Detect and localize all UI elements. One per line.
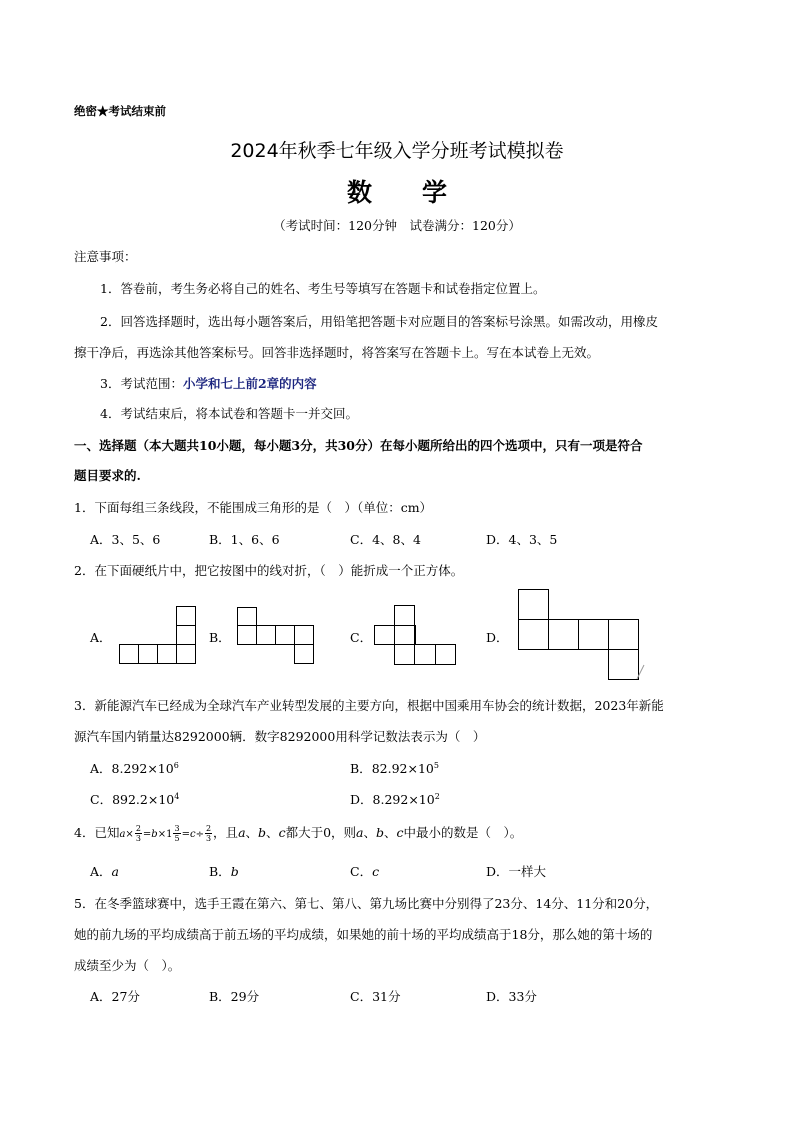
q4-mixed-whole: 1	[166, 829, 173, 840]
q3-option-a	[90, 759, 179, 777]
q3-option-c-label: C．	[90, 792, 113, 807]
q3-option-c-base: 892.2×10	[112, 792, 175, 807]
q4-prefix: 4．已知	[74, 825, 120, 840]
q4-sep4: 、	[384, 825, 397, 840]
q4-option-c-label: C．	[350, 864, 373, 879]
q4-option-c	[350, 862, 379, 880]
q4-ask-a: a	[356, 825, 364, 840]
exam-info: （考试时间：120分钟 试卷满分：120分）	[273, 218, 521, 233]
q4-var-c: c	[189, 829, 196, 840]
q4-option-b	[209, 862, 239, 880]
note-3-prefix: 3．考试范围：	[100, 376, 183, 391]
q5-stem-line2: 她的前九场的平均成绩高于前五场的平均成绩，如果她的前十场的平均成绩高于18分，那么她的第十场的	[74, 927, 653, 942]
subject-title: 数 学	[346, 178, 447, 207]
q4-eq-1: =	[142, 829, 152, 840]
q3-option-d	[350, 790, 440, 808]
section-heading-line2: 题目要求的.	[74, 468, 141, 483]
q3-option-b-label: B．	[350, 761, 372, 776]
q4-eq-2: =	[181, 829, 190, 840]
q1-option-d: D．4、3、5	[486, 532, 558, 547]
note-3	[100, 374, 317, 392]
q4-divide: ÷	[195, 829, 204, 840]
q3-option-a-exp: 6	[173, 760, 179, 770]
q4-cond-a: a	[238, 825, 246, 840]
q4-cond-c: c	[278, 825, 286, 840]
q3-option-b-base: 82.92×10	[371, 761, 434, 776]
q1-option-a: A．3、5、6	[90, 532, 161, 547]
q4-sep2: 、	[266, 825, 279, 840]
q4-fraction-3: $\frac{2}{3}$	[205, 824, 212, 843]
note-1: 1．答卷前，考生务必将自己的姓名、考生号等填写在答题卡和试卷指定位置上。	[100, 281, 546, 296]
cube-net-a	[119, 605, 199, 665]
q4-suffix: 中最小的数是（ ）。	[403, 825, 523, 840]
q4-option-c-var: c	[372, 864, 380, 879]
q4-sep3: 、	[363, 825, 376, 840]
q3-option-a-base: 8.292×10	[111, 761, 174, 776]
q5-stem-line3: 成绩至少为（ ）。	[74, 958, 181, 973]
section-heading-line1: 一、选择题（本大题共10小题，每小题3分，共30分）在每小题所给出的四个选项中，只有一项是符合	[74, 438, 643, 453]
q4-var-b: b	[151, 829, 158, 840]
q5-option-a: A．27分	[90, 989, 140, 1004]
q3-option-b-exp: 5	[433, 760, 439, 770]
q3-option-c-exp: 4	[174, 791, 180, 801]
note-4: 4．考试结束后，将本试卷和答题卡一并交回。	[100, 406, 358, 421]
q4-option-a-var: a	[111, 864, 119, 879]
note-2-line1: 2．回答选择题时，选出每小题答案后，用铅笔把答题卡对应题目的答案标号涂黑。如需改动，用橡皮	[100, 314, 658, 329]
q4-option-d: D．一样大	[486, 864, 547, 879]
q4-option-a	[90, 862, 119, 880]
q4-option-b-var: b	[230, 864, 239, 879]
q3-option-d-exp: 2	[434, 791, 440, 801]
cube-net-d	[518, 589, 648, 681]
q4-fraction-1: $\frac{2}{3}$	[135, 824, 141, 843]
q4-ask-c: c	[396, 825, 404, 840]
q5-option-c: C．31分	[350, 989, 401, 1004]
notes-heading: 注意事项：	[74, 249, 137, 264]
q5-stem-line1: 5．在冬季篮球赛中，选手王霞在第六、第七、第八、第九场比赛中分别得了23分、14分、11分和20分，	[74, 896, 659, 911]
q4-mid2: 都大于0，则	[285, 825, 357, 840]
q1-option-c: C．4、8、4	[350, 532, 421, 547]
q4-option-b-label: B．	[209, 864, 231, 879]
q5-option-d: D．33分	[486, 989, 537, 1004]
q3-option-d-base: 8.292×10	[372, 792, 435, 807]
q4-mid: ，且	[213, 825, 239, 840]
note-2-line2: 擦干净后，再选涂其他答案标号。回答非选择题时，将答案写在答题卡上。写在本试卷上无效。	[74, 345, 600, 360]
exam-title: 2024年秋季七年级入学分班考试模拟卷	[230, 140, 564, 162]
exam-scope: 小学和七上前2章的内容	[182, 376, 317, 391]
q5-option-b: B．29分	[209, 989, 260, 1004]
q3-stem-line2: 源汽车国内销量达8292000辆．数字8292000用科学记数法表示为（ ）	[74, 729, 486, 744]
q4-option-a-label: A．	[90, 864, 112, 879]
q3-stem-line1: 3．新能源汽车已经成为全球汽车产业转型发展的主要方向，根据中国乘用车协会的统计数据，2023年新能	[74, 698, 664, 713]
q4-cond-b: b	[258, 825, 267, 840]
q2-option-c-label: C．	[350, 630, 373, 645]
q3-option-a-label: A．	[90, 761, 112, 776]
cube-net-b	[237, 607, 317, 665]
secret-label: 绝密★考试结束前	[74, 104, 166, 118]
q2-stem: 2．在下面硬纸片中，把它按图中的线对折，（ ）能折成一个正方体。	[74, 563, 464, 578]
q3-option-c	[90, 790, 179, 808]
q3-option-b	[350, 759, 439, 777]
q2-option-b-label: B．	[209, 630, 231, 645]
q4-times-2: ×	[157, 829, 167, 840]
q4-var-a: a	[119, 829, 126, 840]
q3-option-d-label: D．	[350, 792, 373, 807]
q1-stem: 1．下面每组三条线段，不能围成三角形的是（ ）（单位：cm）	[74, 500, 433, 515]
q4-ask-b: b	[376, 825, 385, 840]
q4-times-1: ×	[125, 829, 134, 840]
q2-option-a-label: A．	[90, 630, 112, 645]
q4-fraction-2: $\frac{3}{5}$	[174, 824, 180, 843]
cube-net-c	[374, 605, 458, 667]
q2-option-d-label: D．	[486, 630, 509, 645]
q1-option-b: B．1、6、6	[209, 532, 280, 547]
q4-sep: 、	[245, 825, 259, 840]
q4-stem	[74, 821, 522, 847]
